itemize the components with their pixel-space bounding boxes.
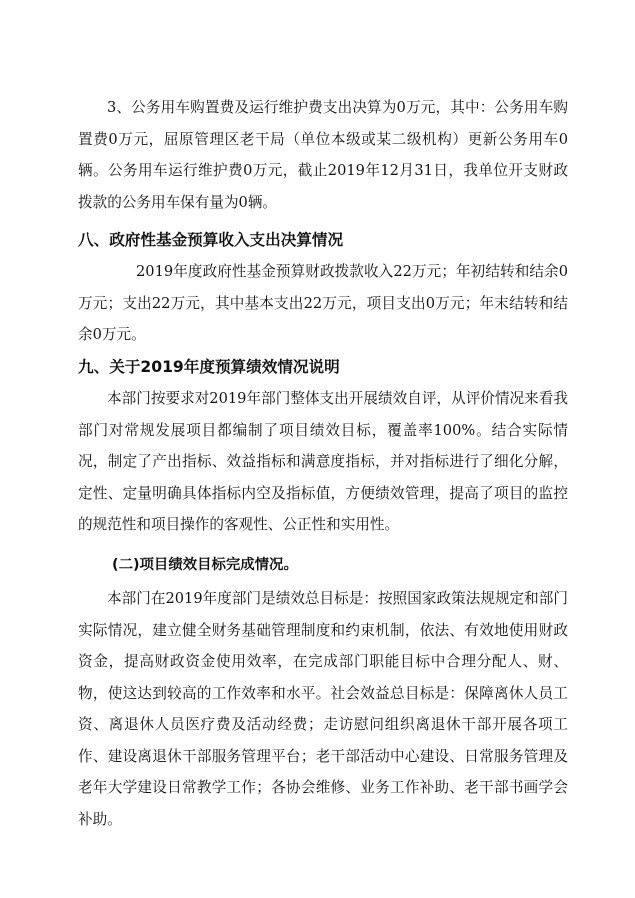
paragraph-performance-goals: 本部门在2019年度部门是绩效总目标是：按照国家政策法规规定和部门实际情况，建立健全财务基础管理制度和约束机制，依法、有效地使用财政资金，提高财政资金使用效率，在完成部门职能目标中合理分配人、财、物，使这达到较高的工作效率和水平。社会效益总目标是：保障离休人员工资、离退休人员医疗费及活动经费；走访慰问组织离退休干部开展各项工作、建设离退休干部服务管理平台；老干部活动中心建设、日常服务管理及老年大学建设日常教学工作；各协会维修、业务工作补助、老干部书画学会补助。 [78,590,568,828]
paragraph-government-fund: 2019年度政府性基金预算财政拨款收入22万元；年初结转和结余0万元；支出22万元，其中基本支出22万元，项目支出0万元；年末结转和结余0万元。 [78,263,568,343]
heading-section-9: 九、关于2019年度预算绩效情况说明 [78,358,340,376]
heading-section-8: 八、政府性基金预算收入支出决算情况 [78,231,344,249]
heading-subsection-2: (二)项目绩效目标完成情况。 [112,557,298,573]
paragraph-vehicle-expenses: 3、公务用车购置费及运行维护费支出决算为0万元，其中：公务用车购置费0万元，屈原管理区老干局（单位本级或某二级机构）更新公务用车0辆。公务用车运行维护费0万元，截止2019年12月31日，我单位开支财政拨款的公务用车保有量为0辆。 [78,99,568,211]
paragraph-performance-self-evaluation: 本部门按要求对2019年部门整体支出开展绩效自评，从评价情况来看我部门对常规发展项目都编制了项目绩效目标，覆盖率100%。结合实际情况，制定了产出指标、效益指标和满意度指标，并对指标进行了细化分解，定性、定量明确具体指标内空及指标值，方便绩效管理，提高了项目的监控的规范性和项目操作的客观性、公正性和实用性。 [78,390,568,533]
